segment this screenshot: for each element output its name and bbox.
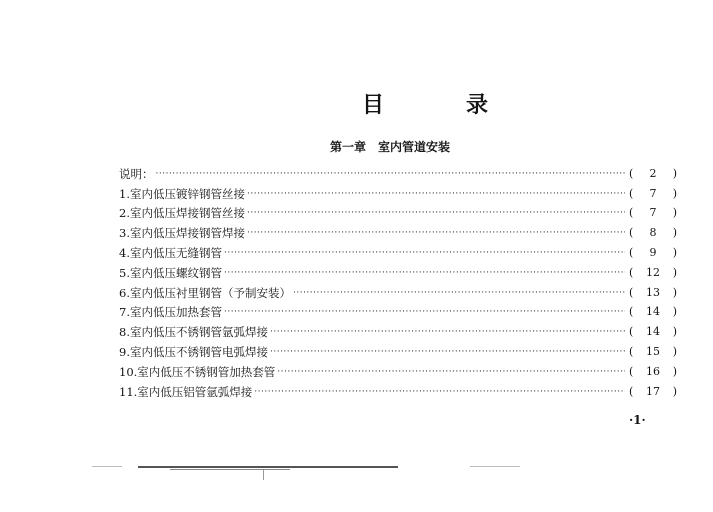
page-number: 8 bbox=[649, 226, 657, 240]
page-number: 17 bbox=[646, 384, 660, 398]
page-number: 9 bbox=[649, 246, 657, 260]
dot-leader bbox=[224, 305, 625, 319]
scan-artifact-dash bbox=[470, 466, 520, 467]
toc-entry bbox=[119, 322, 677, 342]
page-number: 14 bbox=[646, 305, 660, 319]
dot-leader bbox=[247, 206, 625, 220]
dot-leader bbox=[293, 286, 625, 300]
page-number: 7 bbox=[649, 206, 657, 220]
chapter-heading bbox=[330, 140, 450, 154]
dot-leader bbox=[270, 345, 625, 359]
dot-leader bbox=[254, 385, 625, 399]
page-number: 7 bbox=[649, 186, 657, 200]
dot-leader bbox=[277, 365, 625, 379]
toc-entry-label: 3.室内低压焊接钢管焊接 bbox=[119, 226, 245, 241]
dot-leader bbox=[270, 325, 625, 339]
toc-entry bbox=[119, 164, 677, 184]
toc-entry-page: ( 9 ) bbox=[629, 246, 677, 260]
toc-entry bbox=[119, 362, 677, 382]
toc-entry-label: 6.室内低压衬里钢管（予制安装） bbox=[119, 285, 291, 300]
toc-entry-label: 4.室内低压无缝钢管 bbox=[119, 246, 222, 261]
toc-entry-page: ( 12 ) bbox=[629, 265, 677, 279]
toc-entry-label: 10.室内低压不锈钢管加热套管 bbox=[119, 364, 276, 379]
toc-entry-label: 8.室内低压不锈钢管氩弧焊接 bbox=[119, 325, 268, 340]
toc-entry-label: 2.室内低压焊接钢管丝接 bbox=[119, 206, 245, 221]
scan-artifact-tick bbox=[263, 470, 264, 480]
scan-artifact-line bbox=[138, 466, 398, 468]
page-number: 15 bbox=[646, 345, 660, 359]
toc-entry-page: ( 7 ) bbox=[629, 206, 677, 220]
toc-entry-page: ( 16 ) bbox=[629, 364, 677, 378]
toc-entry bbox=[119, 204, 677, 224]
toc-entry-page: ( 2 ) bbox=[629, 166, 677, 180]
dot-leader bbox=[247, 226, 625, 240]
toc-entry bbox=[119, 184, 677, 204]
toc-entry-page: ( 15 ) bbox=[629, 345, 677, 359]
toc-entry-label: 1.室内低压镀锌钢管丝接 bbox=[119, 186, 245, 201]
folio-page-number: ·1· bbox=[629, 413, 646, 427]
toc-entry-label: 5.室内低压螺纹钢管 bbox=[119, 265, 222, 280]
page-number: 2 bbox=[649, 166, 657, 180]
toc-entry-page: ( 17 ) bbox=[629, 384, 677, 398]
dot-leader bbox=[224, 266, 625, 280]
toc-entry-page: ( 8 ) bbox=[629, 226, 677, 240]
toc-entry-page: ( 14 ) bbox=[629, 305, 677, 319]
toc-entry bbox=[119, 342, 677, 362]
toc-entry bbox=[119, 263, 677, 283]
toc-entry-page: ( 7 ) bbox=[629, 186, 677, 200]
toc-entry bbox=[119, 382, 677, 402]
toc-entry bbox=[119, 283, 677, 303]
dot-leader bbox=[224, 246, 625, 260]
toc-entry-label: 9.室内低压不锈钢管电弧焊接 bbox=[119, 345, 268, 360]
page-number: 14 bbox=[646, 325, 660, 339]
toc-entry bbox=[119, 223, 677, 243]
chapter-number: 第一章 bbox=[330, 140, 367, 154]
scan-artifact-dash bbox=[92, 466, 122, 467]
toc-entry-page: ( 14 ) bbox=[629, 325, 677, 339]
page-number: 16 bbox=[646, 364, 660, 378]
toc-entry-label: 11.室内低压铝管氩弧焊接 bbox=[119, 384, 253, 399]
dot-leader bbox=[156, 167, 626, 181]
toc-entry-label: 7.室内低压加热套管 bbox=[119, 305, 222, 320]
toc-entry bbox=[119, 243, 677, 263]
toc-entry bbox=[119, 303, 677, 323]
dot-leader bbox=[247, 187, 625, 201]
table-of-contents bbox=[119, 164, 677, 402]
page-number: 12 bbox=[646, 265, 660, 279]
page-title: 目 录 bbox=[362, 92, 519, 118]
toc-entry-page: ( 13 ) bbox=[629, 285, 677, 299]
scan-artifact-line bbox=[170, 469, 290, 470]
page-number: 13 bbox=[646, 285, 660, 299]
toc-entry-label: 说明： bbox=[119, 166, 154, 181]
chapter-name: 室内管道安装 bbox=[378, 140, 451, 154]
